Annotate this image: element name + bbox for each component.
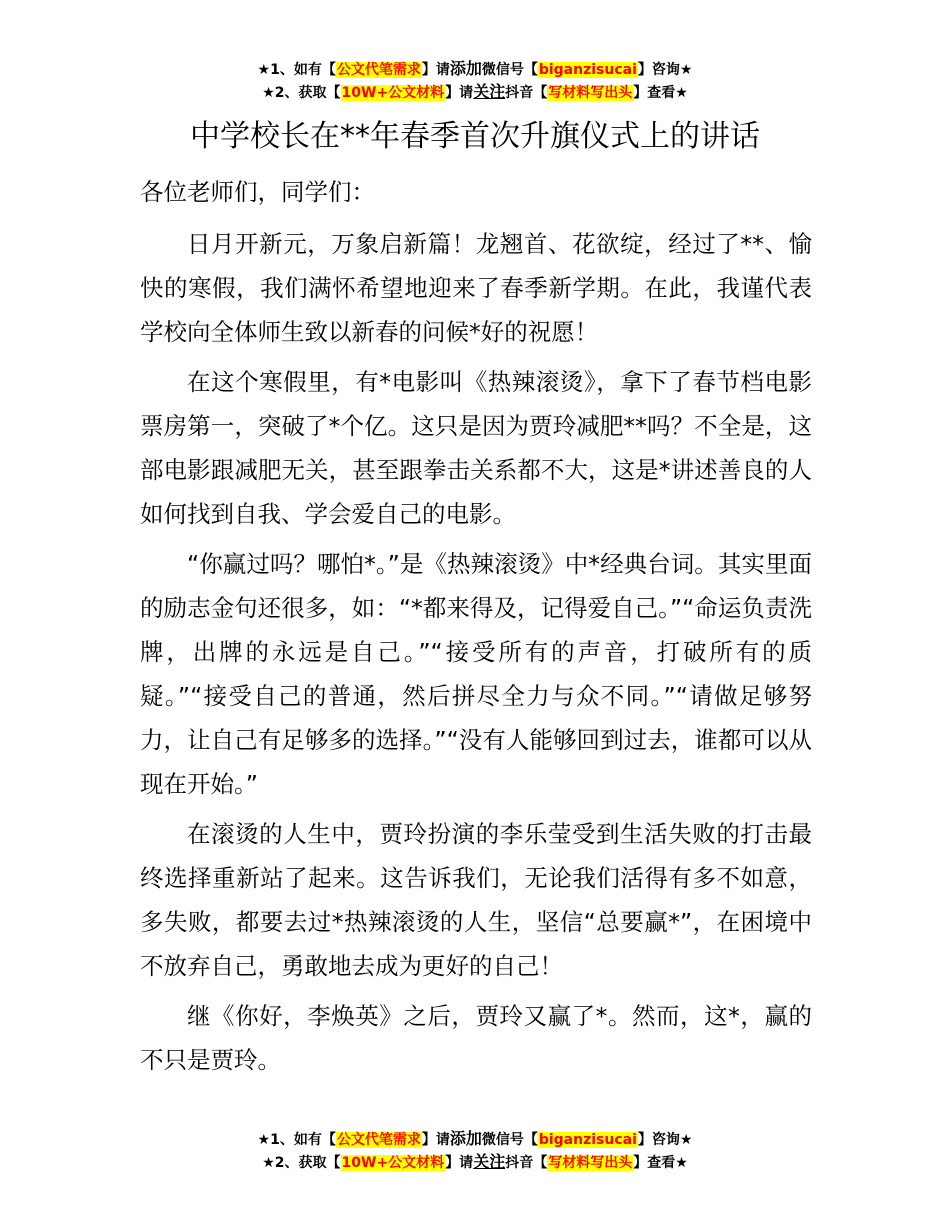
paragraph: “你赢过吗？哪怕*。”是《热辣滚烫》中*经典台词。其实里面的励志金句还很多，如：“*都来得及，记得爱自己。”“命运负责洗牌，出牌的永远是自己。”“接受所有的声音，打破所有的质疑。”“接受自己的普通，然后拼尽全力与众不同。”“请做足够努力，让自己有足够多的选择。”“没有人能够回到过去，谁都可以从现在开始。”	[140, 550, 812, 798]
paragraph: 在滚烫的人生中，贾玲扮演的李乐莹受到生活失败的打击最终选择重新站了起来。这告诉我们，无论我们活得有多不如意，多失败，都要去过*热辣滚烫的人生，坚信“总要赢*”，在困境中不放弃自己，勇敢地去成为更好的自己！	[140, 820, 812, 980]
banner-text: 微信号【	[481, 1132, 538, 1148]
highlight-service: 公文代笔需求	[336, 1132, 421, 1148]
banner-text: 】咨询★	[637, 62, 693, 78]
banner-text: 】请	[445, 85, 474, 101]
highlight-service: 公文代笔需求	[336, 62, 421, 78]
banner-text: 】咨询★	[637, 1132, 693, 1148]
banner-text: 】查看★	[633, 1155, 688, 1171]
banner-line-1	[0, 58, 950, 81]
highlight-wechat-id: biganzisucai	[538, 1132, 637, 1148]
banner-line-1	[0, 1128, 950, 1151]
banner-line-2	[0, 81, 950, 104]
paragraph: 在这个寒假里，有*电影叫《热辣滚烫》，拿下了春节档电影票房第一，突破了*个亿。这只是因为贾玲减肥**吗？不全是，这部电影跟减肥无关，甚至跟拳击关系都不大，这是*讲述善良的人如何找到自我、学会爱自己的电影。	[140, 368, 812, 528]
salutation: 各位老师们，同学们：	[140, 178, 375, 206]
banner-text: 】请	[445, 1155, 474, 1171]
highlight-materials: 10W+公文材料	[341, 85, 445, 101]
banner-text: 】请	[421, 1132, 450, 1148]
highlight-douyin-id: 写材料写出头	[548, 1155, 633, 1171]
banner-text: ★2、获取【	[262, 1155, 341, 1171]
footer-banner	[0, 1128, 950, 1174]
highlight-douyin-id: 写材料写出头	[548, 85, 633, 101]
banner-text: 微信号【	[481, 62, 538, 78]
banner-text: ★1、如有【	[257, 1132, 336, 1148]
header-banner	[0, 58, 950, 104]
highlight-materials: 10W+公文材料	[341, 1155, 445, 1171]
highlight-wechat-id: biganzisucai	[538, 62, 637, 78]
paragraph: 日月开新元，万象启新篇！龙翘首、花欲绽，经过了**、愉快的寒假，我们满怀希望地迎来了春季新学期。在此，我谨代表学校向全体师生致以新春的问候*好的祝愿！	[140, 230, 812, 346]
banner-text: 】查看★	[633, 85, 688, 101]
banner-emphasis: 关注	[473, 82, 506, 101]
banner-text: 】请	[421, 62, 450, 78]
paragraph: 继《你好，李焕英》之后，贾玲又赢了*。然而，这*，赢的不只是贾玲。	[140, 1002, 812, 1074]
banner-text: 抖音【	[505, 85, 548, 101]
document-title: 中学校长在**年春季首次升旗仪式上的讲话	[190, 119, 760, 154]
banner-emphasis: 关注	[473, 1152, 506, 1171]
banner-text: ★2、获取【	[262, 85, 341, 101]
banner-text: ★1、如有【	[257, 62, 336, 78]
banner-emphasis: 添加	[449, 1129, 482, 1148]
document-body	[140, 170, 812, 1088]
banner-text: 抖音【	[505, 1155, 548, 1171]
banner-line-2	[0, 1151, 950, 1174]
banner-emphasis: 添加	[449, 59, 482, 78]
